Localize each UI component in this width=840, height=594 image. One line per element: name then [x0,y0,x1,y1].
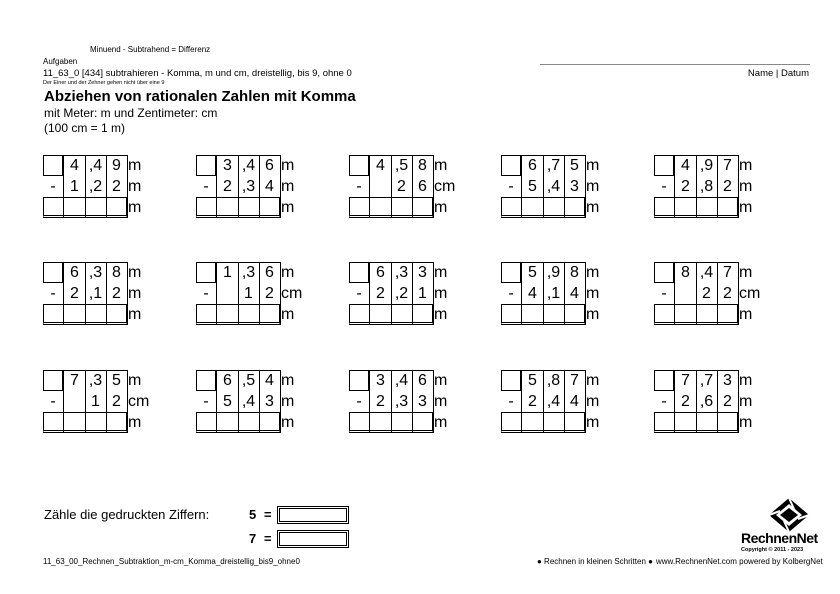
empty-cell [349,262,369,283]
subtrahend-unit: m [434,285,448,302]
empty-cell[interactable] [501,412,522,433]
minuend-unit: m [128,157,142,174]
minuend-unit: m [281,157,295,174]
empty-cell[interactable] [196,412,217,433]
digit-cell: 3 [217,155,239,176]
subtraction-problem [654,262,804,342]
digit-cell: 2 [717,391,739,412]
digit-cell: 6 [370,262,392,283]
digit-cell: ,3 [391,391,413,412]
digit-cell: 2 [106,176,128,197]
digit-cell: 2 [217,176,239,197]
digit-cell[interactable] [217,304,239,325]
digit-cell [675,283,697,304]
footer-filename: 11_63_00_Rechnen_Subtraktion_m-cm_Komma_dreistellig_bis9_ohne0 [43,557,300,566]
digit-cell[interactable] [391,304,413,325]
digit-cell: 2 [106,283,128,304]
count-answer-box-7[interactable] [277,530,349,548]
digit-cell: 4 [259,370,281,391]
digit-cell[interactable] [259,412,281,433]
subtrahend-unit: m [739,178,753,195]
digit-cell: 4 [370,155,392,176]
minuend-unit: m [586,157,600,174]
digit-cell: 2 [717,176,739,197]
digit-cell[interactable] [259,304,281,325]
subtrahend-unit: m [434,393,448,410]
digit-cell: 1 [64,176,86,197]
digit-cell[interactable] [543,304,565,325]
digit-cell[interactable] [717,412,739,433]
digit-cell[interactable] [370,412,392,433]
digit-cell: ,5 [391,155,413,176]
empty-cell [501,262,521,283]
result-unit: m [434,306,448,323]
copyright: Copyright © 2011 - 2023 [741,547,804,553]
subtraction-problem [349,262,499,342]
subtrahend-unit: m [281,178,295,195]
digit-cell: 3 [717,370,739,391]
digit-cell: 7 [717,262,739,283]
digit-cell: 3 [259,391,281,412]
digit-cell: ,9 [543,262,565,283]
digit-cell: ,1 [85,283,107,304]
digit-cell[interactable] [412,412,434,433]
digit-cell[interactable] [370,304,392,325]
digit-cell: 6 [217,370,239,391]
minus-sign: - [50,178,56,195]
digit-cell: 2 [64,283,86,304]
digit-cell[interactable] [85,304,107,325]
digit-cell[interactable] [106,412,128,433]
digit-cell[interactable] [238,197,260,218]
digit-cell: 7 [717,155,739,176]
subtrahend-unit: m [586,178,600,195]
result-unit: m [128,414,142,431]
digit-cell[interactable] [391,197,413,218]
digit-cell: 2 [391,176,413,197]
subtraction-problem [196,262,346,342]
subtraction-problem [501,262,651,342]
empty-cell[interactable] [654,412,675,433]
digit-cell[interactable] [522,197,544,218]
digit-cell [64,391,86,412]
minus-sign: - [661,285,667,302]
digit-cell: 8 [564,262,586,283]
digit-cell [370,176,392,197]
subtraction-problem [349,370,499,450]
digit-cell: 7 [675,370,697,391]
digit-cell[interactable] [391,412,413,433]
empty-cell [196,155,216,176]
digit-cell: 9 [106,155,128,176]
empty-cell [501,155,521,176]
digit-cell: ,1 [543,283,565,304]
result-unit: m [739,414,753,431]
digit-cell: 4 [564,391,586,412]
result-unit: m [739,199,753,216]
result-unit: m [586,306,600,323]
empty-cell[interactable] [43,304,64,325]
digit-cell: 5 [106,370,128,391]
minuend-unit: m [739,372,753,389]
digit-cell: 6 [259,155,281,176]
digit-cell: 5 [522,176,544,197]
empty-cell [196,262,216,283]
subtraction-problem [43,262,193,342]
rechnennet-logo-icon [768,497,810,533]
empty-cell[interactable] [196,304,217,325]
minus-sign: - [508,285,514,302]
digit-cell: 4 [522,283,544,304]
minuend-unit: m [128,264,142,281]
empty-cell[interactable] [654,304,675,325]
digit-cell: 2 [106,391,128,412]
digit-cell[interactable] [717,304,739,325]
digit-cell[interactable] [64,197,86,218]
digit-cell: 5 [522,370,544,391]
minuend-unit: m [434,372,448,389]
digit-cell[interactable] [564,412,586,433]
digit-cell: 2 [370,283,392,304]
digit-cell[interactable] [564,197,586,218]
digit-cell: ,2 [391,283,413,304]
brand-name: RechnenNet [741,530,818,546]
worksheet-note: Der Einer und der Zehner gehen nicht über eine 9 [43,80,165,86]
digit-cell: ,3 [85,262,107,283]
digit-cell: 3 [412,391,434,412]
count-answer-box-5[interactable] [277,506,349,524]
digit-cell: ,2 [85,176,107,197]
digit-cell[interactable] [522,412,544,433]
digit-cell: ,5 [238,370,260,391]
empty-cell [43,262,63,283]
digit-cell: 8 [412,155,434,176]
subtraction-problem [43,370,193,450]
digit-cell[interactable] [217,197,239,218]
digit-cell: 2 [522,391,544,412]
digit-cell: ,4 [696,262,718,283]
digit-cell: ,7 [696,370,718,391]
footer-slogan: ● Rechnen in kleinen Schritten ● [537,557,653,566]
subtrahend-unit: m [586,393,600,410]
digit-cell: ,7 [543,155,565,176]
section-label: Aufgaben [43,57,78,66]
empty-cell[interactable] [349,197,370,218]
digit-cell: 4 [64,155,86,176]
digit-cell[interactable] [106,197,128,218]
empty-cell[interactable] [196,197,217,218]
minus-sign: - [661,393,667,410]
digit-cell[interactable] [522,304,544,325]
digit-cell: ,9 [696,155,718,176]
minus-sign: - [508,393,514,410]
minus-sign: - [356,178,362,195]
digit-cell[interactable] [675,412,697,433]
empty-cell[interactable] [654,197,675,218]
subtraction-problem [654,155,804,235]
unit-conversion: (100 cm = 1 m) [44,121,126,135]
minus-sign: - [356,393,362,410]
empty-cell [349,370,369,391]
result-unit: m [281,199,295,216]
minus-sign: - [508,178,514,195]
minuend-unit: m [739,157,753,174]
name-date-label: Name | Datum [747,68,809,79]
count-digit-7: 7 [249,531,257,546]
subtrahend-unit: cm [128,393,150,410]
digit-cell: 2 [675,176,697,197]
result-unit: m [128,306,142,323]
subtraction-problem [349,155,499,235]
digit-cell[interactable] [696,304,718,325]
result-unit: m [434,414,448,431]
empty-cell [654,370,674,391]
digit-cell: ,4 [391,370,413,391]
digit-cell[interactable] [370,197,392,218]
page-title: Abziehen von rationalen Zahlen mit Komma [44,88,356,105]
result-unit: m [586,414,600,431]
digit-cell[interactable] [675,304,697,325]
digit-cell[interactable] [64,412,86,433]
empty-cell [43,370,63,391]
minus-sign: - [50,285,56,302]
subtraction-problem [43,155,193,235]
digit-cell: ,3 [238,176,260,197]
digit-cell[interactable] [217,412,239,433]
digit-cell: 5 [564,155,586,176]
minus-sign: - [203,285,209,302]
digit-cell: 4 [564,283,586,304]
digit-cell: 4 [675,155,697,176]
digit-cell: ,3 [238,262,260,283]
subtrahend-unit: cm [281,285,303,302]
empty-cell[interactable] [349,304,370,325]
digit-cell[interactable] [412,197,434,218]
worksheet-code: 11_63_0 [434] subtrahieren - Komma, m und cm, dreistellig, bis 9, ohne 0 [43,68,352,79]
digit-cell[interactable] [717,197,739,218]
count-equals-7: = [264,531,272,546]
minuend-unit: m [434,264,448,281]
digit-cell[interactable] [696,197,718,218]
count-equals-5: = [264,507,272,522]
empty-cell [654,155,674,176]
digit-cell: ,4 [543,391,565,412]
subtrahend-unit: m [128,285,142,302]
digit-cell[interactable] [696,412,718,433]
digit-cell: 6 [64,262,86,283]
digit-cell: ,6 [696,391,718,412]
digit-cell: 1 [85,391,107,412]
digit-cell[interactable] [238,412,260,433]
subtitle: mit Meter: m und Zentimeter: cm [44,106,218,120]
digit-cell: ,4 [238,391,260,412]
digit-cell[interactable] [543,197,565,218]
digit-cell: 7 [64,370,86,391]
result-unit: m [128,199,142,216]
digit-cell[interactable] [85,197,107,218]
empty-cell [654,262,674,283]
subtraction-problem [196,370,346,450]
digit-cell[interactable] [106,304,128,325]
minuend-unit: m [434,157,448,174]
minus-sign: - [356,285,362,302]
empty-cell [196,370,216,391]
subtraction-problem [196,155,346,235]
digit-cell: 8 [106,262,128,283]
digit-cell: 3 [564,176,586,197]
digit-cell: 6 [522,155,544,176]
result-unit: m [434,199,448,216]
minuend-unit: m [586,264,600,281]
digit-cell: 2 [370,391,392,412]
digit-cell: ,3 [391,262,413,283]
minuend-unit: m [281,372,295,389]
digit-cell[interactable] [85,412,107,433]
subtrahend-unit: m [128,178,142,195]
minuend-unit: m [128,372,142,389]
digit-cell: 1 [217,262,239,283]
digit-cell: 1 [238,283,260,304]
subtraction-problem [501,155,651,235]
digit-cell: 5 [522,262,544,283]
subtrahend-unit: m [586,285,600,302]
empty-cell[interactable] [501,197,522,218]
empty-cell[interactable] [43,412,64,433]
minuend-unit: m [586,372,600,389]
digit-cell[interactable] [64,304,86,325]
minus-sign: - [50,393,56,410]
subtrahend-unit: cm [739,285,761,302]
digit-cell: 1 [412,283,434,304]
digit-cell: 2 [675,391,697,412]
empty-cell[interactable] [43,197,64,218]
digit-cell: ,8 [543,370,565,391]
digit-cell[interactable] [675,197,697,218]
digit-cell [217,283,239,304]
digit-cell: 3 [412,262,434,283]
digit-cell: ,4 [543,176,565,197]
digit-cell: 8 [675,262,697,283]
digit-cell: 6 [412,176,434,197]
result-unit: m [739,306,753,323]
formula-text: Minuend - Subtrahend = Differenz [90,45,211,54]
digit-cell: 2 [259,283,281,304]
subtraction-problem [501,370,651,450]
digit-cell: ,3 [85,370,107,391]
digit-cell: 7 [564,370,586,391]
digit-cell[interactable] [259,197,281,218]
subtrahend-unit: m [281,393,295,410]
minus-sign: - [203,393,209,410]
name-line[interactable] [540,64,810,65]
empty-cell [501,370,521,391]
minus-sign: - [661,178,667,195]
result-unit: m [281,414,295,431]
digit-cell[interactable] [543,412,565,433]
count-label: Zähle die gedruckten Ziffern: [44,507,210,522]
subtraction-problem [654,370,804,450]
result-unit: m [586,199,600,216]
result-unit: m [281,306,295,323]
digit-cell: 3 [370,370,392,391]
digit-cell[interactable] [238,304,260,325]
minuend-unit: m [281,264,295,281]
digit-cell[interactable] [564,304,586,325]
subtrahend-unit: m [739,393,753,410]
digit-cell: 5 [217,391,239,412]
digit-cell: 6 [259,262,281,283]
minus-sign: - [203,178,209,195]
digit-cell: 6 [412,370,434,391]
digit-cell: 2 [696,283,718,304]
footer-website[interactable]: www.RechnenNet.com powered by KolbergNet [656,557,823,566]
digit-cell: 2 [717,283,739,304]
empty-cell[interactable] [501,304,522,325]
digit-cell: 4 [259,176,281,197]
minuend-unit: m [739,264,753,281]
empty-cell [43,155,63,176]
digit-cell: ,8 [696,176,718,197]
empty-cell [349,155,369,176]
empty-cell[interactable] [349,412,370,433]
count-digit-5: 5 [249,507,257,522]
digit-cell: ,4 [238,155,260,176]
digit-cell: ,4 [85,155,107,176]
subtrahend-unit: cm [434,178,456,195]
digit-cell[interactable] [412,304,434,325]
